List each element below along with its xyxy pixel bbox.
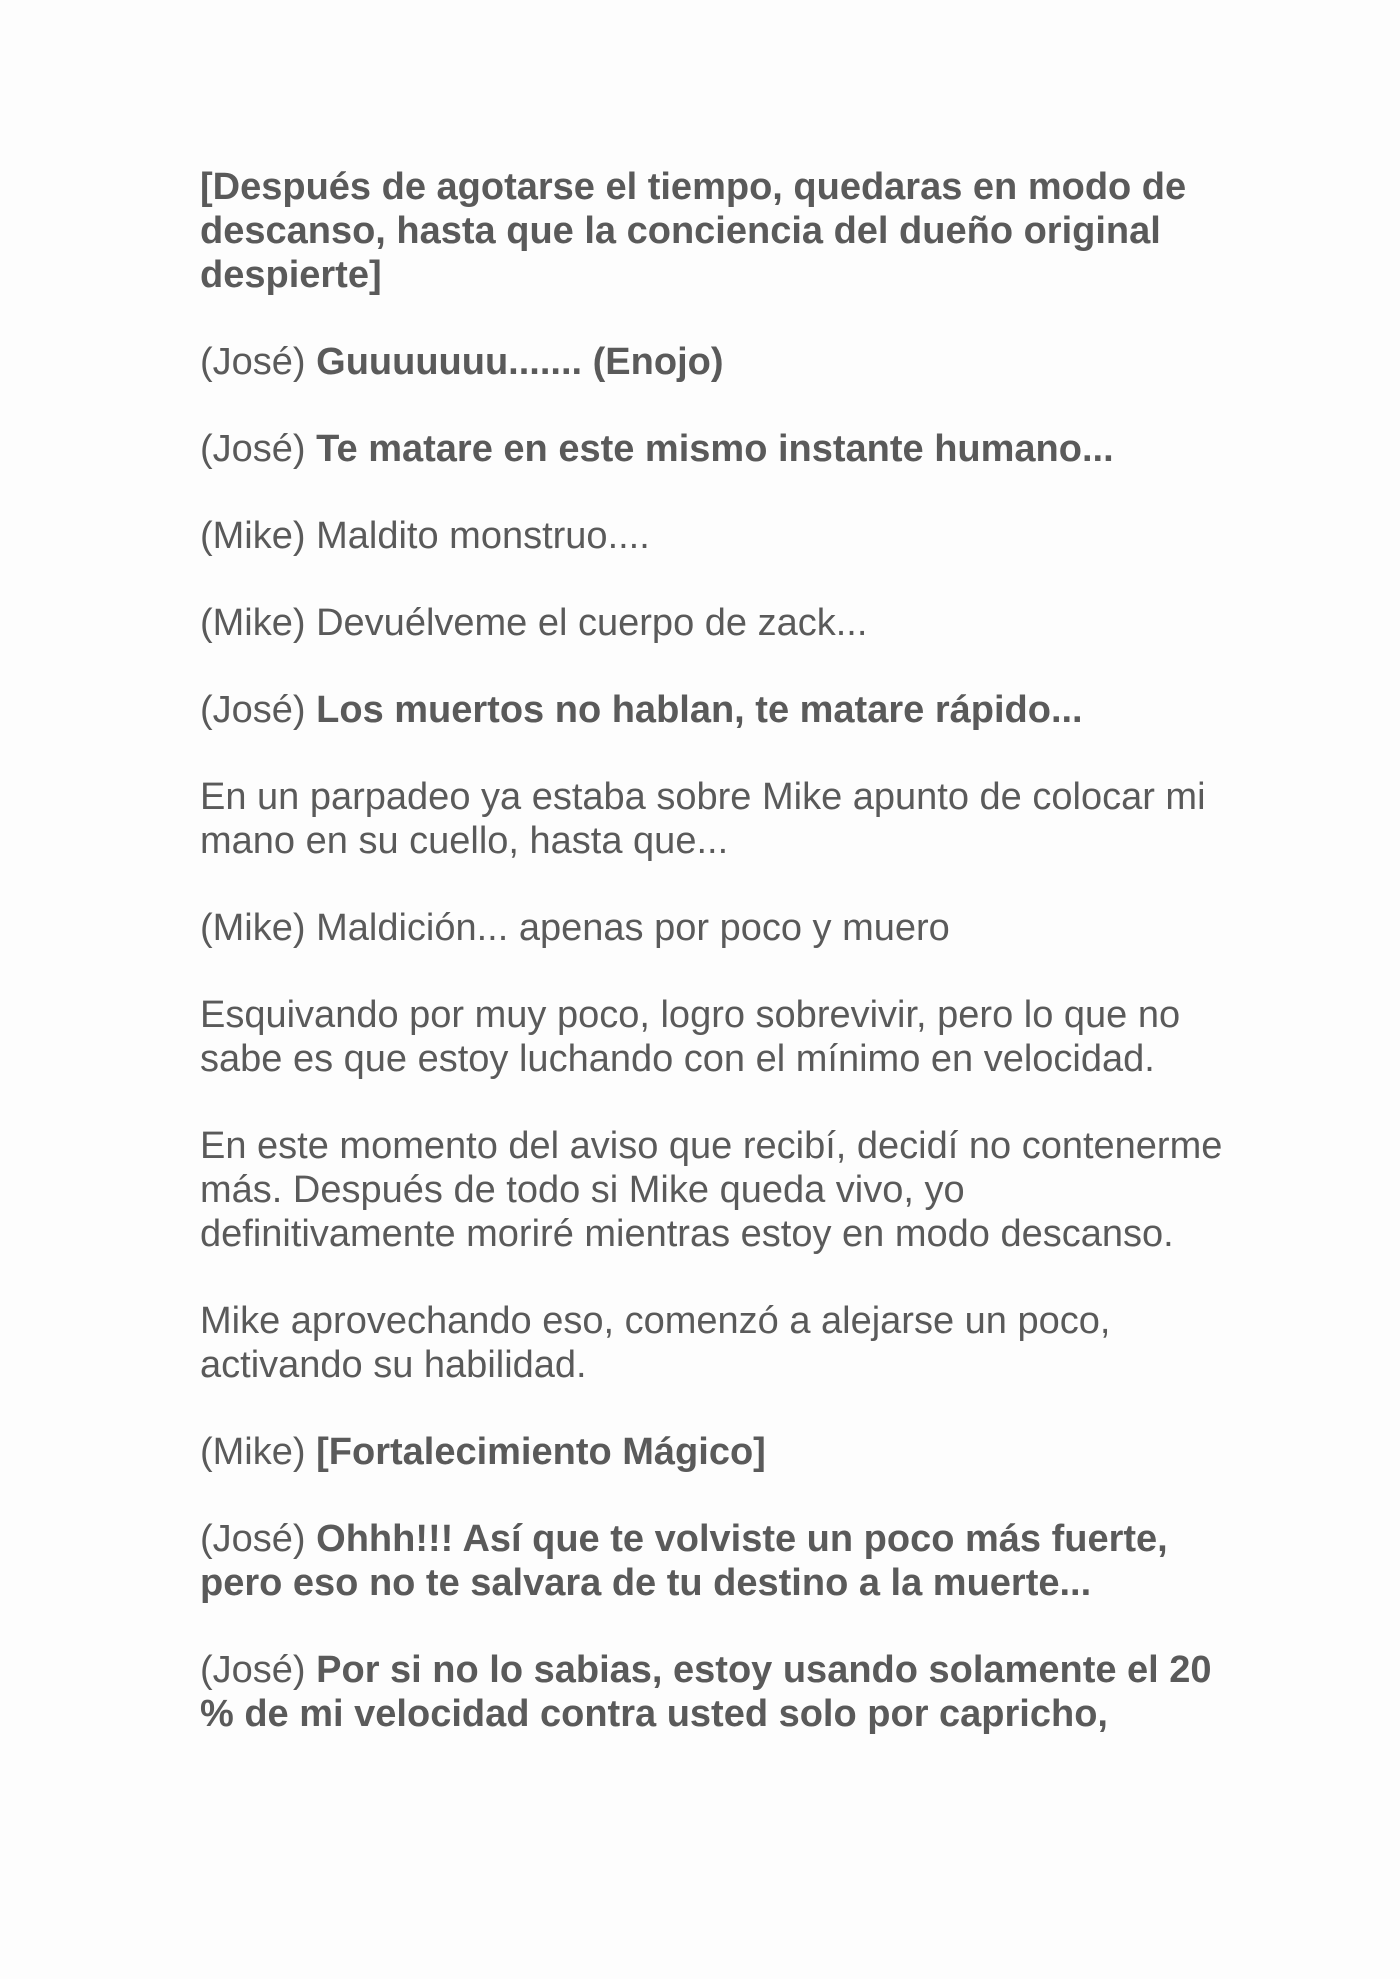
dialogue-text: Devuélveme el cuerpo de zack... xyxy=(316,602,868,644)
paragraph-10 xyxy=(200,1124,1230,1256)
dialogue-text: Maldición... apenas por poco y muero xyxy=(316,907,950,949)
dialogue-text: Te matare en este mismo instante humano... xyxy=(316,428,1114,470)
speaker-label: (José) xyxy=(200,1649,317,1691)
paragraph-4 xyxy=(200,514,1230,558)
narration-text: Mike aprovechando eso, comenzó a alejarse un poco, activando su habilidad. xyxy=(200,1300,1111,1386)
dialogue-text: Guuuuuuu....... (Enojo) xyxy=(316,341,724,383)
paragraph-2 xyxy=(200,340,1230,384)
narration-text: En este momento del aviso que recibí, decidí no contenerme más. Después de todo si Mike queda vivo, yo definitivamente moriré mientras estoy en modo descanso. xyxy=(200,1125,1223,1255)
document-page xyxy=(200,165,1230,1779)
paragraph-5 xyxy=(200,601,1230,645)
system-message: [Después de agotarse el tiempo, quedaras en modo de descanso, hasta que la conciencia del dueño original despierte] xyxy=(200,166,1187,296)
paragraph-14 xyxy=(200,1648,1230,1736)
paragraph-9 xyxy=(200,993,1230,1081)
paragraph-7 xyxy=(200,775,1230,863)
dialogue-text: Por si no lo sabias, estoy usando solamente el 20 % de mi velocidad contra usted solo por capricho, xyxy=(200,1649,1212,1735)
paragraph-3 xyxy=(200,427,1230,471)
paragraph-8 xyxy=(200,906,1230,950)
dialogue-text: Los muertos no hablan, te matare rápido... xyxy=(316,689,1083,731)
narration-text: En un parpadeo ya estaba sobre Mike apunto de colocar mi mano en su cuello, hasta que... xyxy=(200,776,1206,862)
speaker-label: (José) xyxy=(200,1518,317,1560)
paragraph-6 xyxy=(200,688,1230,732)
speaker-label: (Mike) xyxy=(200,515,317,557)
speaker-label: (Mike) xyxy=(200,907,317,949)
narration-text: Esquivando por muy poco, logro sobrevivir, pero lo que no sabe es que estoy luchando con el mínimo en velocidad. xyxy=(200,994,1181,1080)
speaker-label: (Mike) xyxy=(200,602,317,644)
dialogue-text: [Fortalecimiento Mágico] xyxy=(316,1431,766,1473)
dialogue-text: Maldito monstruo.... xyxy=(316,515,650,557)
paragraph-12 xyxy=(200,1430,1230,1474)
paragraph-11 xyxy=(200,1299,1230,1387)
speaker-label: (José) xyxy=(200,341,317,383)
speaker-label: (Mike) xyxy=(200,1431,317,1473)
dialogue-text: Ohhh!!! Así que te volviste un poco más fuerte, pero eso no te salvara de tu destino a la muerte... xyxy=(200,1518,1168,1604)
paragraph-13 xyxy=(200,1517,1230,1605)
paragraph-1 xyxy=(200,165,1230,297)
speaker-label: (José) xyxy=(200,689,317,731)
speaker-label: (José) xyxy=(200,428,317,470)
